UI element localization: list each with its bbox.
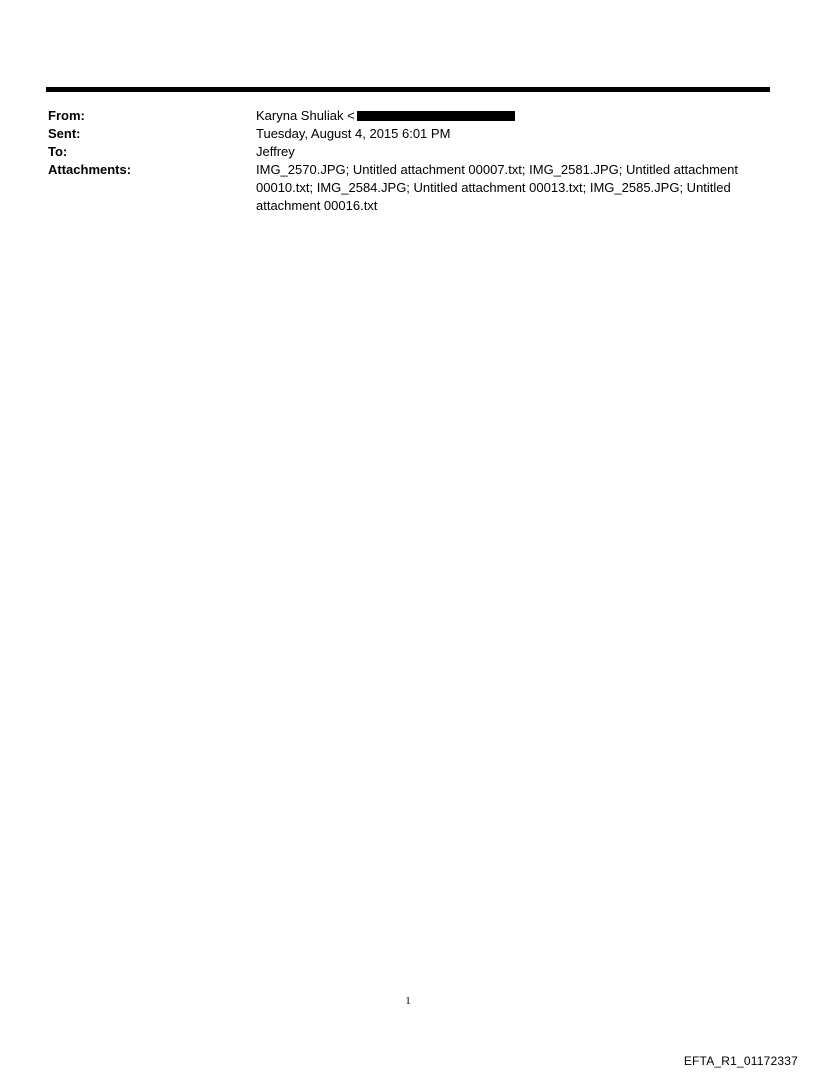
- to-row: [48, 143, 748, 161]
- to-label: To:: [48, 144, 68, 159]
- email-header: [48, 107, 748, 215]
- header-divider: [46, 87, 770, 92]
- page-number: 1: [405, 995, 411, 1007]
- attachments-value: IMG_2570.JPG; Untitled attachment 00007.txt; IMG_2581.JPG; Untitled attachment 00010.txt; IMG_2584.JPG; Untitled attachment 00013.txt; IMG_2585.JPG; Untitled attachment 00016.txt: [256, 162, 738, 213]
- attachments-label: Attachments:: [48, 162, 132, 177]
- from-row: [48, 107, 748, 125]
- sent-row: [48, 125, 748, 143]
- sent-label: Sent:: [48, 126, 81, 141]
- sent-value: Tuesday, August 4, 2015 6:01 PM: [256, 126, 451, 141]
- attachments-row: [48, 161, 748, 215]
- redaction-block: [357, 111, 515, 121]
- from-label: From:: [48, 108, 85, 123]
- email-bracket: <: [347, 108, 355, 123]
- to-value: Jeffrey: [256, 144, 295, 159]
- from-value: [256, 107, 744, 125]
- sender-name: Karyna Shuliak: [256, 108, 344, 123]
- document-id: EFTA_R1_01172337: [683, 1054, 798, 1068]
